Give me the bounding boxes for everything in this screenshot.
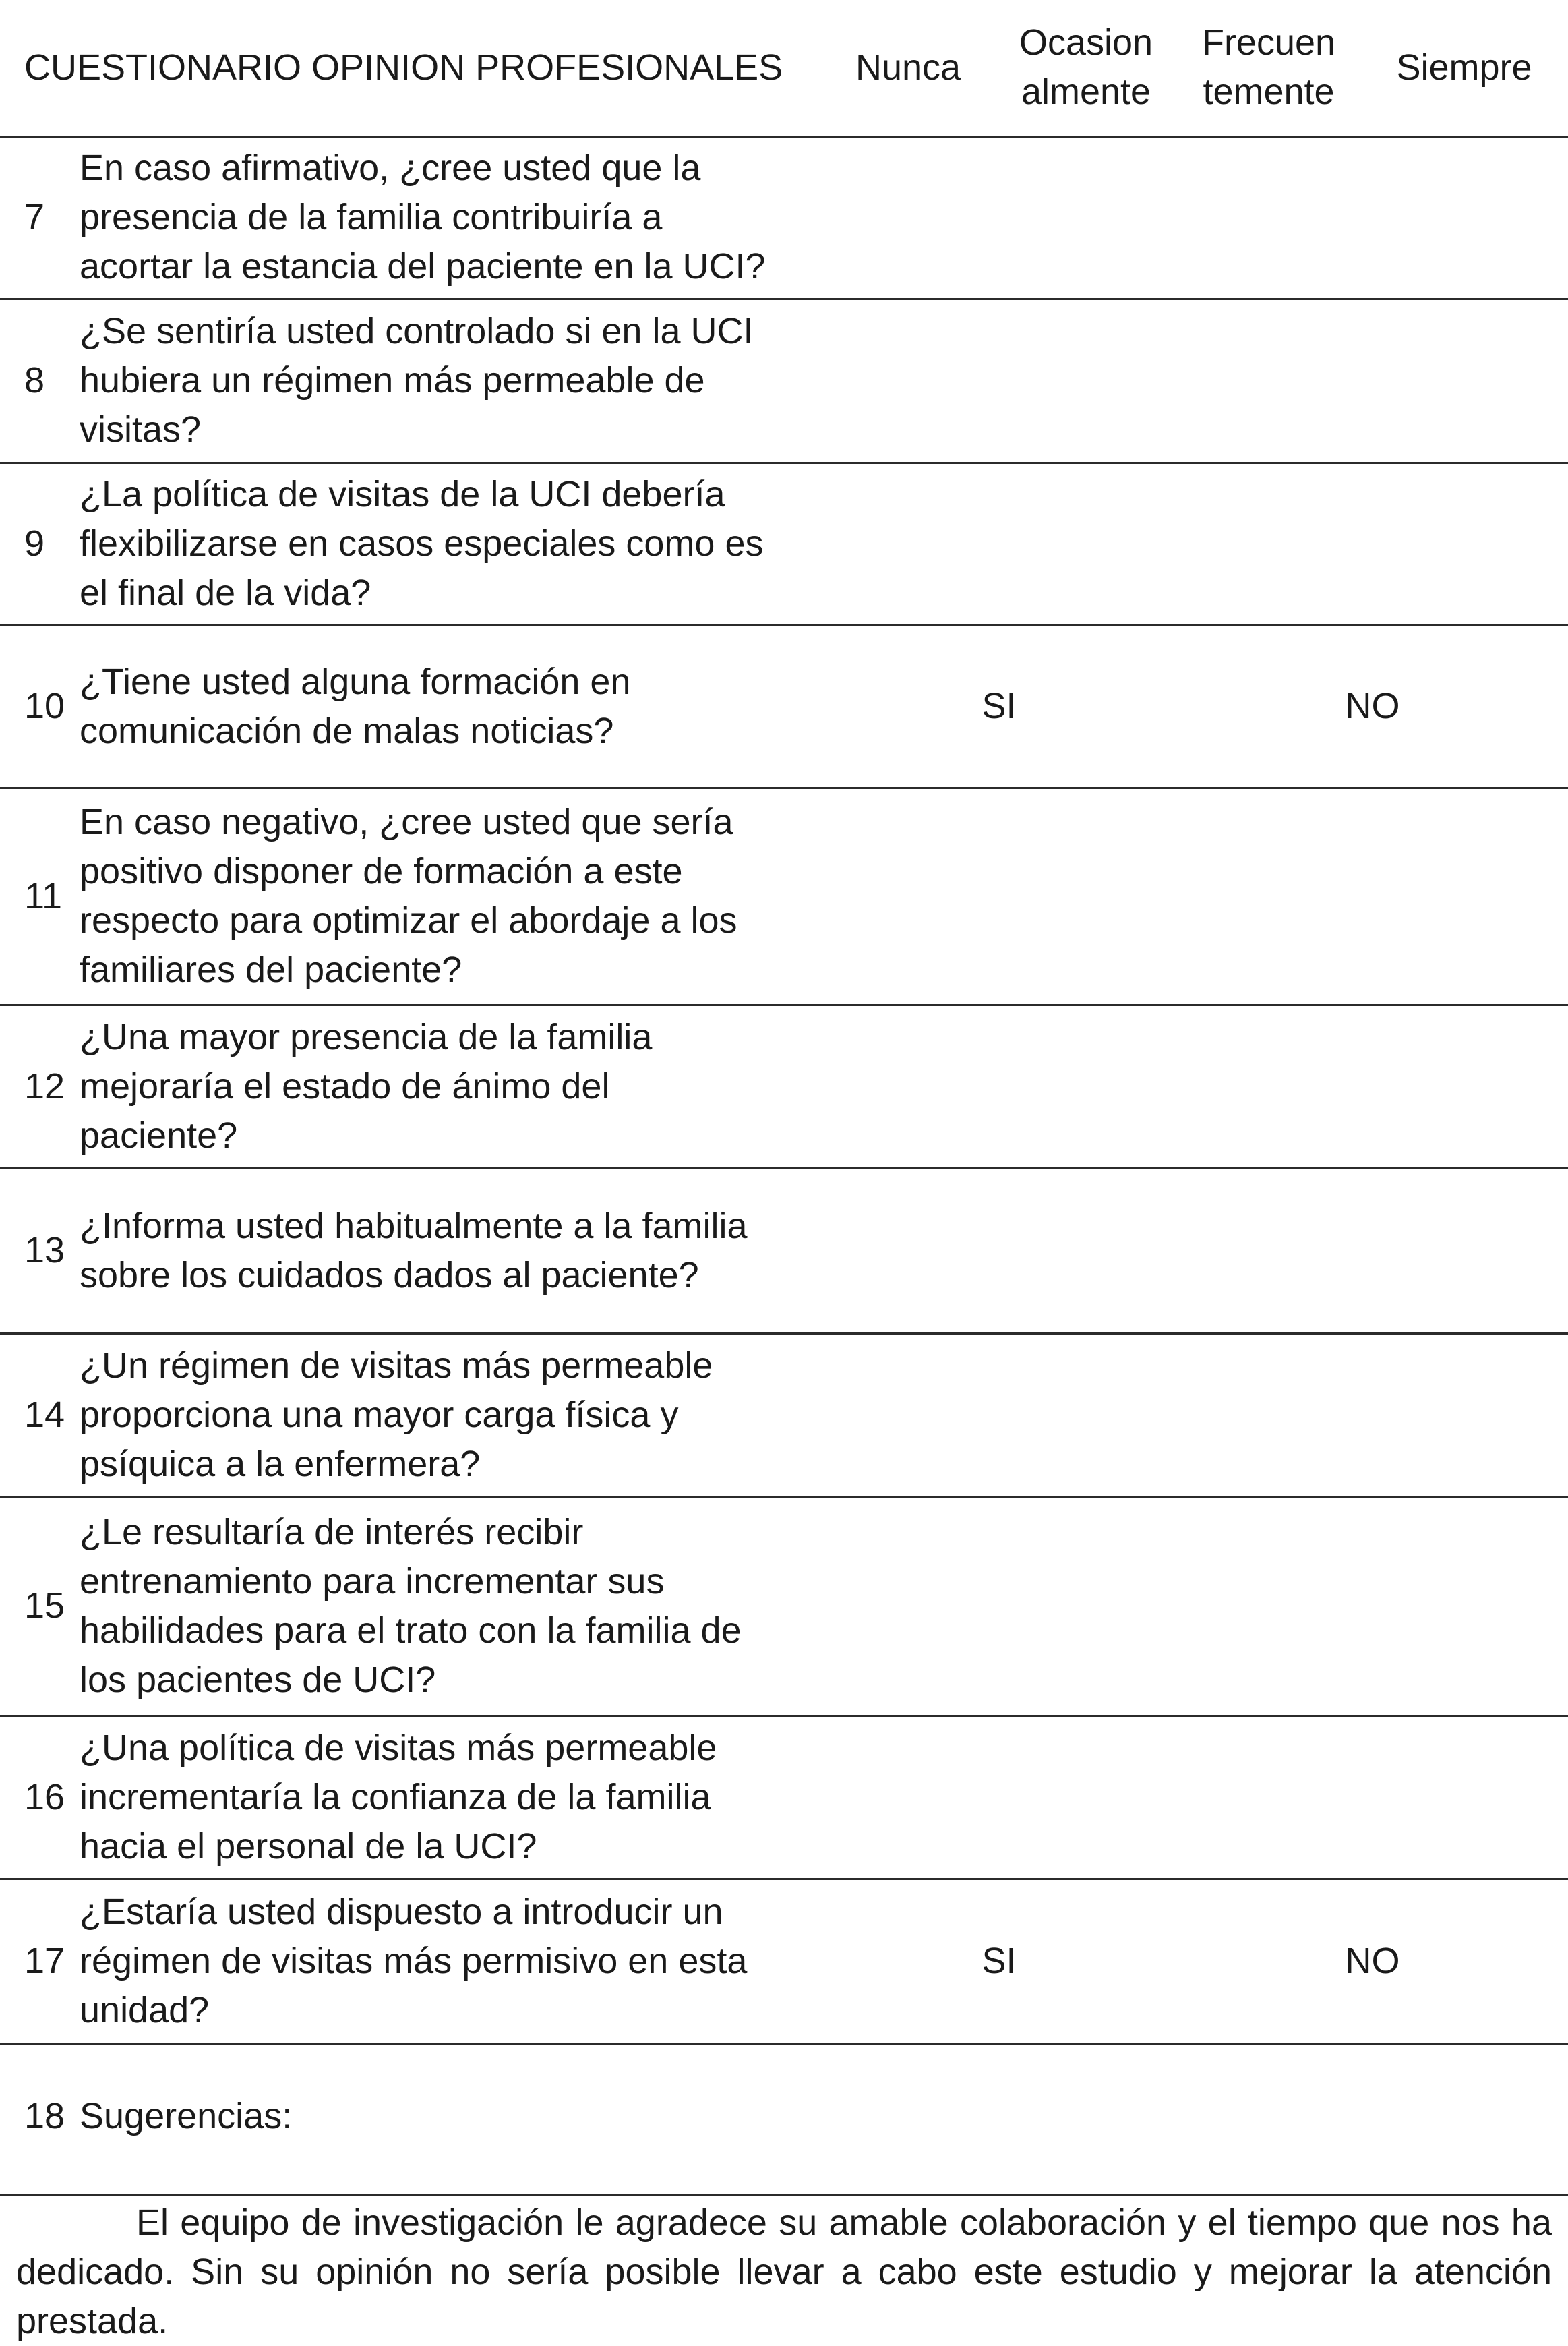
answer-cell-siempre bbox=[1360, 1496, 1568, 1715]
question-row bbox=[0, 625, 1568, 788]
question-row bbox=[0, 463, 1568, 625]
answer-cell-siempre bbox=[1360, 2044, 1568, 2188]
answer-cell-frecuentemente bbox=[1177, 1715, 1360, 1879]
question-text-line: psíquica a la enfermera? bbox=[80, 1443, 481, 1484]
question-text-line: visitas? bbox=[80, 409, 202, 450]
answer-cell-ocasionalmente bbox=[995, 463, 1177, 625]
question-text-line: ¿Estaría usted dispuesto a introducir un bbox=[80, 1892, 723, 1932]
question-text-line: ¿La política de visitas de la UCI debería bbox=[80, 474, 725, 515]
question-text-line: acortar la estancia del paciente en la UCI? bbox=[80, 246, 766, 287]
question-number: 10 bbox=[24, 686, 65, 726]
header-siempre: Siempre bbox=[1396, 47, 1532, 88]
question-text-line: comunicación de malas noticias? bbox=[80, 710, 614, 751]
answer-cell-nunca bbox=[821, 1005, 995, 1168]
question-text-line: presencia de la familia contribuiría a bbox=[80, 197, 663, 237]
answer-cell-frecuentemente bbox=[1177, 463, 1360, 625]
header-frecuentemente-line-1: Frecuen bbox=[1201, 22, 1336, 63]
answer-cell-nunca bbox=[821, 136, 995, 299]
question-text-line: ¿Informa usted habitualmente a la familia bbox=[80, 1205, 748, 1246]
question-row bbox=[0, 1005, 1568, 1168]
question-text-line: ¿Tiene usted alguna formación en bbox=[80, 661, 631, 702]
question-text-line: positivo disponer de formación a este bbox=[80, 851, 683, 891]
answer-cell-frecuentemente bbox=[1177, 1168, 1360, 1333]
answer-no: NO bbox=[1345, 686, 1400, 726]
question-text bbox=[80, 1715, 821, 1879]
question-text bbox=[80, 625, 821, 788]
question-text-line: respecto para optimizar el abordaje a los bbox=[80, 900, 737, 941]
question-row bbox=[0, 788, 1568, 1005]
question-text bbox=[80, 136, 821, 299]
header-nunca: Nunca bbox=[855, 47, 961, 88]
answer-cell-frecuentemente bbox=[1177, 136, 1360, 299]
answer-cell-siempre bbox=[1360, 1005, 1568, 1168]
question-text-line: paciente? bbox=[80, 1115, 238, 1156]
header-ocasionalmente bbox=[995, 0, 1177, 136]
question-row bbox=[0, 1496, 1568, 1715]
answer-cell-ocasionalmente bbox=[995, 1168, 1177, 1333]
question-text-line: ¿Le resultaría de interés recibir bbox=[80, 1511, 584, 1552]
question-row bbox=[0, 2044, 1568, 2188]
question-text-line: flexibilizarse en casos especiales como es bbox=[80, 523, 764, 564]
question-number: 7 bbox=[24, 197, 45, 237]
thank-you-text: El equipo de investigación le agradece su amable colaboración y el tiempo que nos ha dedicado. Sin su opinión no sería posible llevar a cabo este estudio y mejorar la atención prestada. bbox=[16, 2202, 1552, 2341]
answer-cell-nunca bbox=[821, 299, 995, 463]
question-text-line: proporciona una mayor carga física y bbox=[80, 1394, 679, 1435]
answer-cell-nunca bbox=[821, 1715, 995, 1879]
answer-si: SI bbox=[982, 686, 1017, 726]
header-ocasionalmente-line-1: Ocasion bbox=[1019, 22, 1153, 63]
question-text-line: entrenamiento para incrementar sus bbox=[80, 1560, 665, 1602]
answer-cell-ocasionalmente bbox=[995, 1005, 1177, 1168]
answer-cell-ocasionalmente bbox=[995, 1496, 1177, 1715]
question-number: 14 bbox=[24, 1394, 65, 1435]
question-text bbox=[80, 1168, 821, 1333]
answer-cell-frecuentemente bbox=[1177, 788, 1360, 1005]
question-text bbox=[80, 2044, 821, 2188]
question-number: 8 bbox=[24, 360, 45, 401]
question-text-line: mejoraría el estado de ánimo del bbox=[80, 1065, 610, 1107]
question-text-line: ¿Una política de visitas más permeable bbox=[80, 1727, 717, 1768]
answer-cell-ocasionalmente bbox=[995, 1715, 1177, 1879]
question-text-line: los pacientes de UCI? bbox=[80, 1659, 436, 1700]
question-row bbox=[0, 1879, 1568, 2044]
question-number: 13 bbox=[24, 1230, 65, 1270]
question-text-line: Sugerencias: bbox=[80, 2095, 293, 2136]
answer-cell-frecuentemente bbox=[1177, 299, 1360, 463]
question-row bbox=[0, 299, 1568, 463]
thank-you-footer bbox=[0, 2194, 1568, 2346]
question-text-line: régimen de visitas más permisivo en esta bbox=[80, 1941, 748, 1981]
answer-no: NO bbox=[1345, 1941, 1400, 1981]
question-number: 15 bbox=[24, 1585, 65, 1626]
answer-cell-ocasionalmente bbox=[995, 788, 1177, 1005]
header-frecuentemente bbox=[1177, 0, 1360, 136]
answer-cell-nunca bbox=[821, 2044, 995, 2188]
header-frecuentemente-line-2: temente bbox=[1203, 71, 1335, 113]
question-text-line: ¿Un régimen de visitas más permeable bbox=[80, 1345, 713, 1386]
table-title: CUESTIONARIO OPINION PROFESIONALES bbox=[24, 47, 783, 88]
answer-cell-frecuentemente bbox=[1177, 2044, 1360, 2188]
question-text-line: familiares del paciente? bbox=[80, 949, 462, 990]
answer-cell-siempre bbox=[1360, 1333, 1568, 1496]
answer-cell-ocasionalmente bbox=[995, 299, 1177, 463]
question-number: 17 bbox=[24, 1941, 65, 1981]
header-ocasionalmente-line-2: almente bbox=[1021, 71, 1151, 113]
question-row bbox=[0, 1715, 1568, 1879]
question-text bbox=[80, 1496, 821, 1715]
question-row bbox=[0, 136, 1568, 299]
answer-cell-siempre bbox=[1360, 463, 1568, 625]
question-text-line: hubiera un régimen más permeable de bbox=[80, 360, 705, 401]
question-number: 12 bbox=[24, 1065, 65, 1107]
answer-cell-ocasionalmente bbox=[995, 2044, 1177, 2188]
question-text bbox=[80, 299, 821, 463]
question-text bbox=[80, 1333, 821, 1496]
questions-body bbox=[0, 136, 1568, 2188]
answer-cell-nunca bbox=[821, 463, 995, 625]
question-text-line: el final de la vida? bbox=[80, 573, 371, 613]
question-text-line: sobre los cuidados dados al paciente? bbox=[80, 1254, 699, 1295]
answer-cell-nunca bbox=[821, 788, 995, 1005]
question-text bbox=[80, 463, 821, 625]
answer-cell-siempre bbox=[1360, 1715, 1568, 1879]
table-header-row bbox=[0, 0, 1568, 136]
answer-cell-ocasionalmente bbox=[995, 136, 1177, 299]
question-text-line: En caso negativo, ¿cree usted que sería bbox=[80, 802, 733, 842]
question-text bbox=[80, 1005, 821, 1168]
answer-cell-nunca bbox=[821, 1496, 995, 1715]
question-row bbox=[0, 1168, 1568, 1333]
answer-cell-frecuentemente bbox=[1177, 1005, 1360, 1168]
question-number: 11 bbox=[24, 875, 63, 916]
answer-cell-siempre bbox=[1360, 1168, 1568, 1333]
question-row bbox=[0, 1333, 1568, 1496]
answer-cell-siempre bbox=[1360, 299, 1568, 463]
question-number: 18 bbox=[24, 2095, 65, 2136]
question-text-line: hacia el personal de la UCI? bbox=[80, 1825, 537, 1867]
question-text-line: unidad? bbox=[80, 1990, 210, 2030]
answer-si: SI bbox=[982, 1941, 1017, 1981]
question-text-line: En caso afirmativo, ¿cree usted que la bbox=[80, 148, 701, 188]
question-text-line: ¿Se sentiría usted controlado si en la UCI bbox=[80, 311, 754, 351]
question-number: 16 bbox=[24, 1776, 65, 1817]
question-text bbox=[80, 1879, 821, 2044]
question-number: 9 bbox=[24, 523, 45, 564]
question-text-line: habilidades para el trato con la familia de bbox=[80, 1610, 742, 1651]
answer-cell-siempre bbox=[1360, 788, 1568, 1005]
question-text-line: ¿Una mayor presencia de la familia bbox=[80, 1016, 653, 1057]
answer-cell-nunca bbox=[821, 1168, 995, 1333]
answer-cell-ocasionalmente bbox=[995, 1333, 1177, 1496]
answer-cell-frecuentemente bbox=[1177, 1333, 1360, 1496]
question-text bbox=[80, 788, 821, 1005]
answer-cell-nunca bbox=[821, 1333, 995, 1496]
answer-cell-frecuentemente bbox=[1177, 1496, 1360, 1715]
question-text-line: incrementaría la confianza de la familia bbox=[80, 1776, 711, 1817]
answer-cell-siempre bbox=[1360, 136, 1568, 299]
